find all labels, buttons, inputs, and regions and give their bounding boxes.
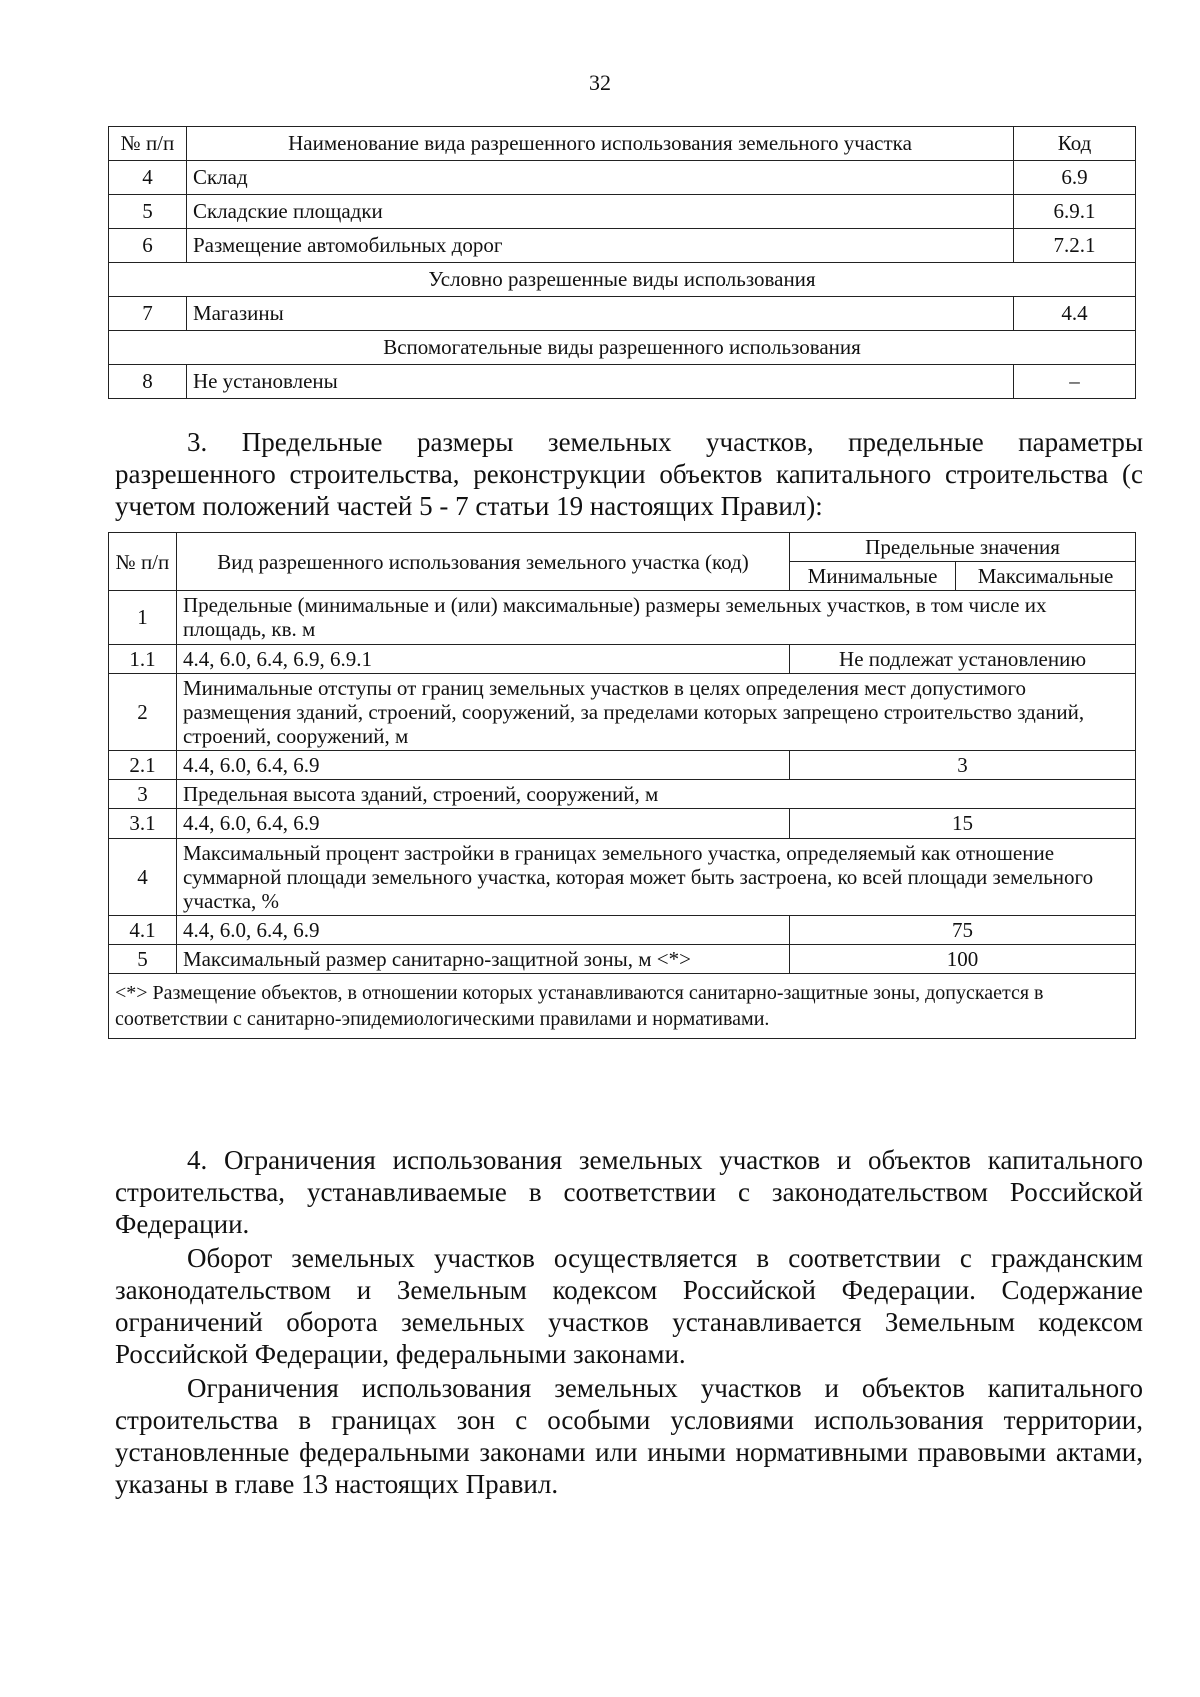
row-num: 4 bbox=[109, 838, 177, 915]
row-num: 2 bbox=[109, 673, 177, 750]
row-num: 1 bbox=[109, 591, 177, 644]
section-row bbox=[109, 331, 1136, 365]
table-row bbox=[109, 915, 1136, 944]
row-num: 6 bbox=[109, 229, 187, 263]
row-num: 5 bbox=[109, 195, 187, 229]
paragraph-restrictions: Ограничения использования земельных участков и объектов капитального строительства в границах зон с особыми условиями использования территории, установленные федеральными законами или иными нормативными правовыми актами, указаны в главе 13 настоящих Правил. bbox=[115, 1373, 1143, 1499]
table-row bbox=[109, 809, 1136, 838]
row-text: Минимальные отступы от границ земельных участков в целях определения мест допустимого размещения зданий, строений, сооружений, за пределами которых запрещено строительство зданий, строений, сооружений, м bbox=[176, 673, 1135, 750]
table-note: <*> Размещение объектов, в отношении которых устанавливаются санитарно-защитные зоны, допускается в соответствии с санитарно-эпидемиологическими правилами и нормативами. bbox=[109, 974, 1136, 1039]
row-code: 6.9.1 bbox=[1014, 195, 1136, 229]
table-row bbox=[109, 591, 1136, 644]
table-row bbox=[109, 195, 1136, 229]
row-num: 4.1 bbox=[109, 915, 177, 944]
row-value: 75 bbox=[790, 915, 1136, 944]
row-value: 100 bbox=[790, 945, 1136, 974]
row-num: 3.1 bbox=[109, 809, 177, 838]
row-name: Магазины bbox=[186, 297, 1013, 331]
header-max: Максимальные bbox=[956, 562, 1136, 591]
page-number: 32 bbox=[589, 70, 611, 95]
row-name: Складские площадки bbox=[186, 195, 1013, 229]
header-min: Минимальные bbox=[790, 562, 956, 591]
table-row bbox=[109, 161, 1136, 195]
row-code: 4.4 bbox=[1014, 297, 1136, 331]
table-row bbox=[109, 780, 1136, 809]
section-auxiliary: Вспомогательные виды разрешенного использования bbox=[109, 331, 1136, 365]
row-code: 7.2.1 bbox=[1014, 229, 1136, 263]
paragraph-4: 4. Ограничения использования земельных участков и объектов капитального строительства, устанавливаемые в соответствии с законодательством Российской Федерации. bbox=[115, 1145, 1143, 1239]
table-row bbox=[109, 365, 1136, 399]
section-row bbox=[109, 263, 1136, 297]
row-value: 15 bbox=[790, 809, 1136, 838]
row-num: 8 bbox=[109, 365, 187, 399]
limits-table bbox=[108, 532, 1136, 1039]
row-num: 5 bbox=[109, 945, 177, 974]
row-codes: 4.4, 6.0, 6.4, 6.9, 6.9.1 bbox=[176, 644, 789, 673]
row-codes: Максимальный размер санитарно-защитной зоны, м <*> bbox=[176, 945, 789, 974]
table-header-row bbox=[109, 127, 1136, 161]
row-value: 3 bbox=[790, 751, 1136, 780]
row-text: Максимальный процент застройки в границах земельного участка, определяемый как отношение суммарной площади земельного участка, которая может быть застроена, ко всей площади земельного участка, % bbox=[176, 838, 1135, 915]
header-num: № п/п bbox=[109, 533, 177, 591]
paragraph-turnover: Оборот земельных участков осуществляется в соответствии с гражданским законодательством и Земельным кодексом Российской Федерации. Содержание ограничений оборота земельных участков устанавливается Земельным кодексом Российской Федерации, федеральными законами. bbox=[115, 1243, 1143, 1369]
row-codes: 4.4, 6.0, 6.4, 6.9 bbox=[176, 809, 789, 838]
header-num: № п/п bbox=[109, 127, 187, 161]
table-row bbox=[109, 297, 1136, 331]
paragraph-3: 3. Предельные размеры земельных участков, предельные параметры разрешенного строительства, реконструкции объектов капитального строительства (с учетом положений частей 5 - 7 статьи 19 настоящих Правил): bbox=[115, 427, 1143, 521]
table-row bbox=[109, 673, 1136, 750]
row-codes: 4.4, 6.0, 6.4, 6.9 bbox=[176, 751, 789, 780]
table-row bbox=[109, 229, 1136, 263]
row-value: Не подлежат установлению bbox=[790, 644, 1136, 673]
permitted-use-table bbox=[108, 126, 1136, 399]
row-num: 1.1 bbox=[109, 644, 177, 673]
row-code: 6.9 bbox=[1014, 161, 1136, 195]
row-name: Размещение автомобильных дорог bbox=[186, 229, 1013, 263]
table-row bbox=[109, 644, 1136, 673]
row-text: Предельная высота зданий, строений, сооружений, м bbox=[176, 780, 1135, 809]
row-name: Склад bbox=[186, 161, 1013, 195]
row-code: – bbox=[1014, 365, 1136, 399]
row-text: Предельные (минимальные и (или) максимальные) размеры земельных участков, в том числе их площадь, кв. м bbox=[176, 591, 1135, 644]
header-limits: Предельные значения bbox=[790, 533, 1136, 562]
table-row bbox=[109, 838, 1136, 915]
header-name: Наименование вида разрешенного использования земельного участка bbox=[186, 127, 1013, 161]
row-num: 2.1 bbox=[109, 751, 177, 780]
note-row bbox=[109, 974, 1136, 1039]
header-type: Вид разрешенного использования земельного участка (код) bbox=[176, 533, 789, 591]
row-num: 7 bbox=[109, 297, 187, 331]
header-code: Код bbox=[1014, 127, 1136, 161]
row-num: 3 bbox=[109, 780, 177, 809]
table-row bbox=[109, 945, 1136, 974]
table-row bbox=[109, 751, 1136, 780]
section-conditional: Условно разрешенные виды использования bbox=[109, 263, 1136, 297]
row-num: 4 bbox=[109, 161, 187, 195]
row-name: Не установлены bbox=[186, 365, 1013, 399]
table-header-row bbox=[109, 533, 1136, 562]
row-codes: 4.4, 6.0, 6.4, 6.9 bbox=[176, 915, 789, 944]
